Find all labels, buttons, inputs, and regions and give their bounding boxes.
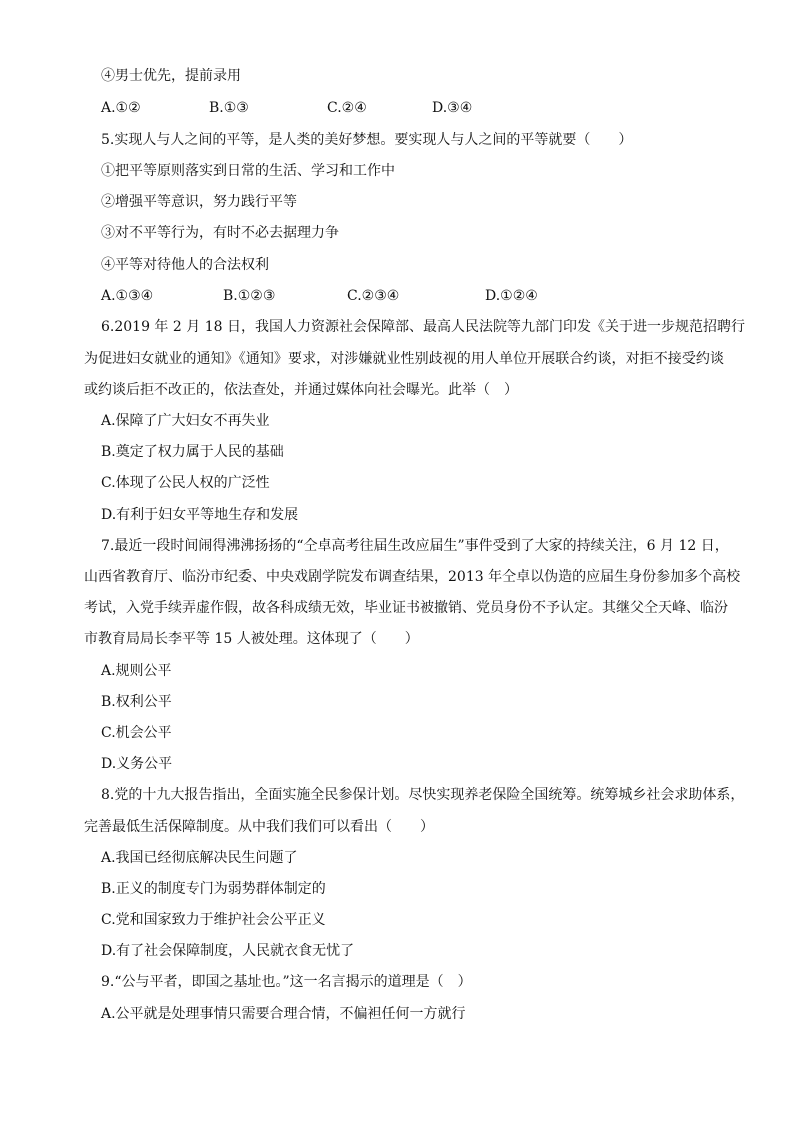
q7-option-b: B.权利公平 [101, 694, 172, 710]
q6-stem-line-1: 6.2019 年 2 月 18 日，我国人力资源社会保障部、最高人民法院等九部门印发《关于进一步规范招聘行 [101, 319, 745, 335]
q6-stem-line-2: 为促进妇女就业的通知》《通知》要求，对涉嫌就业性别歧视的用人单位开展联合约谈，对拒不接受约谈 [84, 351, 724, 367]
q5-stem: 5.实现人与人之间的平等，是人类的美好梦想。要实现人与人之间的平等就要（ ） [101, 132, 633, 148]
q5-option-a: A.①③④ [101, 288, 154, 304]
q6-option-a: A.保障了广大妇女不再失业 [101, 413, 270, 429]
q5-option-c: C.②③④ [347, 288, 400, 304]
q8-option-d: D.有了社会保障制度，人民就衣食无忧了 [101, 943, 355, 959]
q7-stem-line-1: 7.最近一段时间闹得沸沸扬扬的“仝卓高考往届生改应届生”事件受到了大家的持续关注，6 月 12 日， [101, 538, 729, 554]
q5-item-3: ③对不平等行为，有时不必去据理力争 [101, 225, 339, 241]
q7-stem-line-3: 考试，入党手续弄虚作假，故各科成绩无效，毕业证书被撤销、党员身份不予认定。其继父仝天峰、临汾 [84, 600, 728, 616]
q5-item-4: ④平等对待他人的合法权利 [101, 257, 269, 273]
q7-stem-line-4: 市教育局局长李平等 15 人被处理。这体现了（ ） [84, 631, 419, 647]
q5-item-1: ①把平等原则落实到日常的生活、学习和工作中 [101, 163, 395, 179]
q7-option-c: C.机会公平 [101, 725, 172, 741]
q4-option-a: A.①② [101, 100, 141, 116]
q9-stem: 9.“公与平者，即国之基址也。”这一名言揭示的道理是（ ） [101, 974, 472, 990]
q5-option-d: D.①②④ [485, 288, 538, 304]
q8-option-c: C.党和国家致力于维护社会公平正义 [101, 912, 326, 928]
q4-option-c: C.②④ [327, 100, 367, 116]
q8-option-b: B.正义的制度专门为弱势群体制定的 [101, 881, 326, 897]
q4-option-d: D.③④ [432, 100, 473, 116]
q6-option-c: C.体现了公民人权的广泛性 [101, 475, 270, 491]
q9-option-a: A.公平就是处理事情只需要合理合情，不偏袒任何一方就行 [101, 1006, 466, 1022]
q4-option-b: B.①③ [209, 100, 249, 116]
q7-option-d: D.义务公平 [101, 756, 173, 772]
q7-stem-line-2: 山西省教育厅、临汾市纪委、中央戏剧学院发布调查结果，2013 年仝卓以伪造的应届生身份参加多个高校 [84, 569, 741, 585]
q7-option-a: A.规则公平 [101, 663, 172, 679]
q6-stem-line-3: 或约谈后拒不改正的，依法查处，并通过媒体向社会曝光。此举（ ） [84, 382, 518, 398]
q6-option-b: B.奠定了权力属于人民的基础 [101, 444, 284, 460]
q4-item-4: ④男士优先，提前录用 [101, 68, 241, 84]
q8-option-a: A.我国已经彻底解决民生问题了 [101, 850, 298, 866]
q8-stem-line-2: 完善最低生活保障制度。从中我们我们可以看出（ ） [84, 819, 434, 835]
q5-option-b: B.①②③ [223, 288, 276, 304]
q5-item-2: ②增强平等意识，努力践行平等 [101, 194, 297, 210]
q8-stem-line-1: 8.党的十九大报告指出，全面实施全民参保计划。尽快实现养老保险全国统筹。统筹城乡社会求助体系， [101, 787, 745, 803]
q6-option-d: D.有利于妇女平等地生存和发展 [101, 507, 299, 523]
